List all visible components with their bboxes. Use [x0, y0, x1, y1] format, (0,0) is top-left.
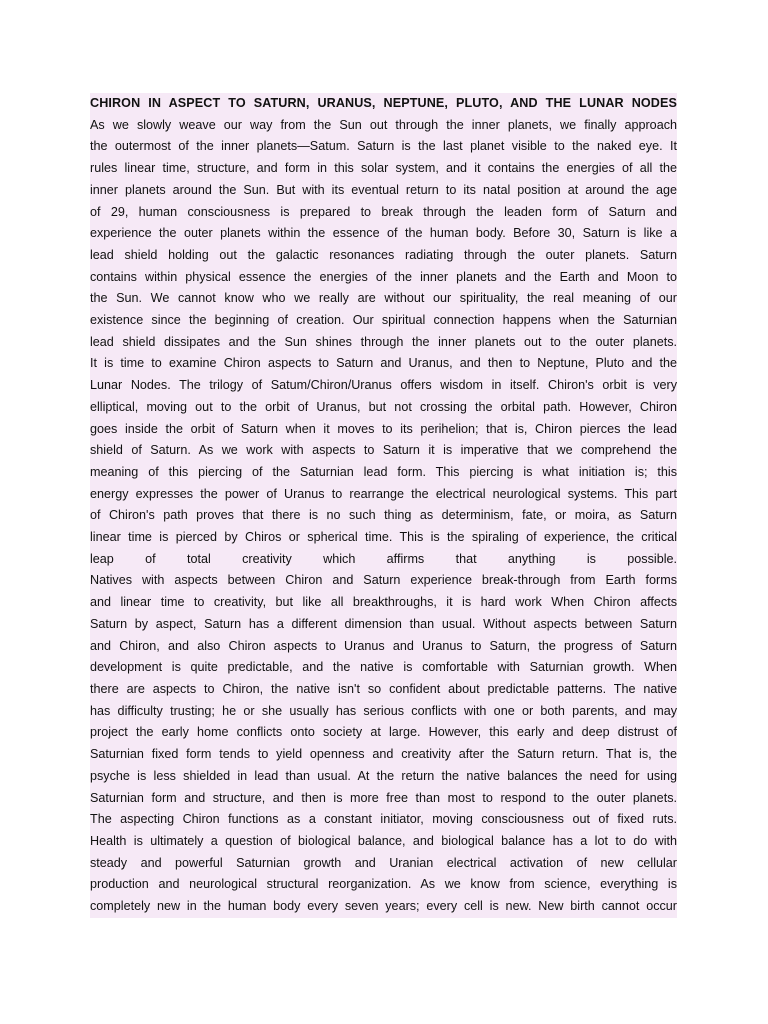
text-line: As we slowly weave our way from the Sun out through the inner planets, we finally approach: [90, 115, 677, 137]
text-line: The aspecting Chiron functions as a constant initiator, moving consciousness out of fixed ruts.: [90, 809, 677, 831]
text-line: development is quite predictable, and the native is comfortable with Saturnian growth. When: [90, 657, 677, 679]
text-line: contains within physical essence the energies of the inner planets and the Earth and Moon to: [90, 267, 677, 289]
text-line: production and neurological structural reorganization. As we know from science, everything is: [90, 874, 677, 896]
text-line: goes inside the orbit of Saturn when it moves to its perihelion; that is, Chiron pierces the lead: [90, 419, 677, 441]
text-line: meaning of this piercing of the Saturnian lead form. This piercing is what initiation is; this: [90, 462, 677, 484]
text-line: has difficulty trusting; he or she usually has serious conflicts with one or both parents, and may: [90, 701, 677, 723]
text-line: psyche is less shielded in lead than usual. At the return the native balances the need for using: [90, 766, 677, 788]
text-line: linear time is pierced by Chiros or spherical time. This is the spiraling of experience, the critical: [90, 527, 677, 549]
text-line: existence since the beginning of creation. Our spiritual connection happens when the Saturnian: [90, 310, 677, 332]
text-line: and Chiron, and also Chiron aspects to Uranus and Uranus to Saturn, the progress of Saturn: [90, 636, 677, 658]
text-line: Saturnian fixed form tends to yield openness and creativity after the Saturn return. That is, the: [90, 744, 677, 766]
text-line: Saturn by aspect, Saturn has a different dimension than usual. Without aspects between Saturn: [90, 614, 677, 636]
text-line: Lunar Nodes. The trilogy of Satum/Chiron/Uranus offers wisdom in itself. Chiron's orbit is very: [90, 375, 677, 397]
text-line: project the early home conflicts onto society at large. However, this early and deep distrust of: [90, 722, 677, 744]
text-line: lead shield holding out the galactic resonances radiating through the outer planets. Saturn: [90, 245, 677, 267]
document-page: [90, 93, 677, 918]
text-line: Natives with aspects between Chiron and Saturn experience break-through from Earth forms: [90, 570, 677, 592]
text-line: inner planets around the Sun. But with its eventual return to its natal position at around the age: [90, 180, 677, 202]
text-line: energy expresses the power of Uranus to rearrange the electrical neurological systems. This part: [90, 484, 677, 506]
text-line: Health is ultimately a question of biological balance, and biological balance has a lot to do with: [90, 831, 677, 853]
text-line: steady and powerful Saturnian growth and Uranian electrical activation of new cellular: [90, 853, 677, 875]
text-line: rules linear time, structure, and form in this solar system, and it contains the energies of all the: [90, 158, 677, 180]
text-line: It is time to examine Chiron aspects to Saturn and Uranus, and then to Neptune, Pluto and the: [90, 353, 677, 375]
text-line: elliptical, moving out to the orbit of Uranus, but not crossing the orbital path. However, Chiron: [90, 397, 677, 419]
text-line: Saturnian form and structure, and then is more free than most to respond to the outer planets.: [90, 788, 677, 810]
document-body: [90, 115, 677, 918]
text-line: of 29, human consciousness is prepared to break through the leaden form of Saturn and: [90, 202, 677, 224]
text-line: the Sun. We cannot know who we really are without our spirituality, the real meaning of our: [90, 288, 677, 310]
text-line: lead shield dissipates and the Sun shines through the inner planets out to the outer planets.: [90, 332, 677, 354]
text-line: experience the outer planets within the essence of the human body. Before 30, Saturn is like a: [90, 223, 677, 245]
document-title: CHIRON IN ASPECT TO SATURN, URANUS, NEPTUNE, PLUTO, AND THE LUNAR NODES: [90, 93, 677, 115]
text-line: the outermost of the inner planets—Satum. Saturn is the last planet visible to the naked eye. It: [90, 136, 677, 158]
text-line: leap of total creativity which affirms that anything is possible.: [90, 549, 677, 571]
text-line: completely new in the human body every seven years; every cell is new. New birth cannot occur: [90, 896, 677, 918]
text-line: there are aspects to Chiron, the native isn't so confident about predictable patterns. The native: [90, 679, 677, 701]
text-line: shield of Saturn. As we work with aspects to Saturn it is imperative that we comprehend the: [90, 440, 677, 462]
text-line: of Chiron's path proves that there is no such thing as determinism, fate, or moira, as Saturn: [90, 505, 677, 527]
text-line: and linear time to creativity, but like all breakthroughs, it is hard work When Chiron affects: [90, 592, 677, 614]
